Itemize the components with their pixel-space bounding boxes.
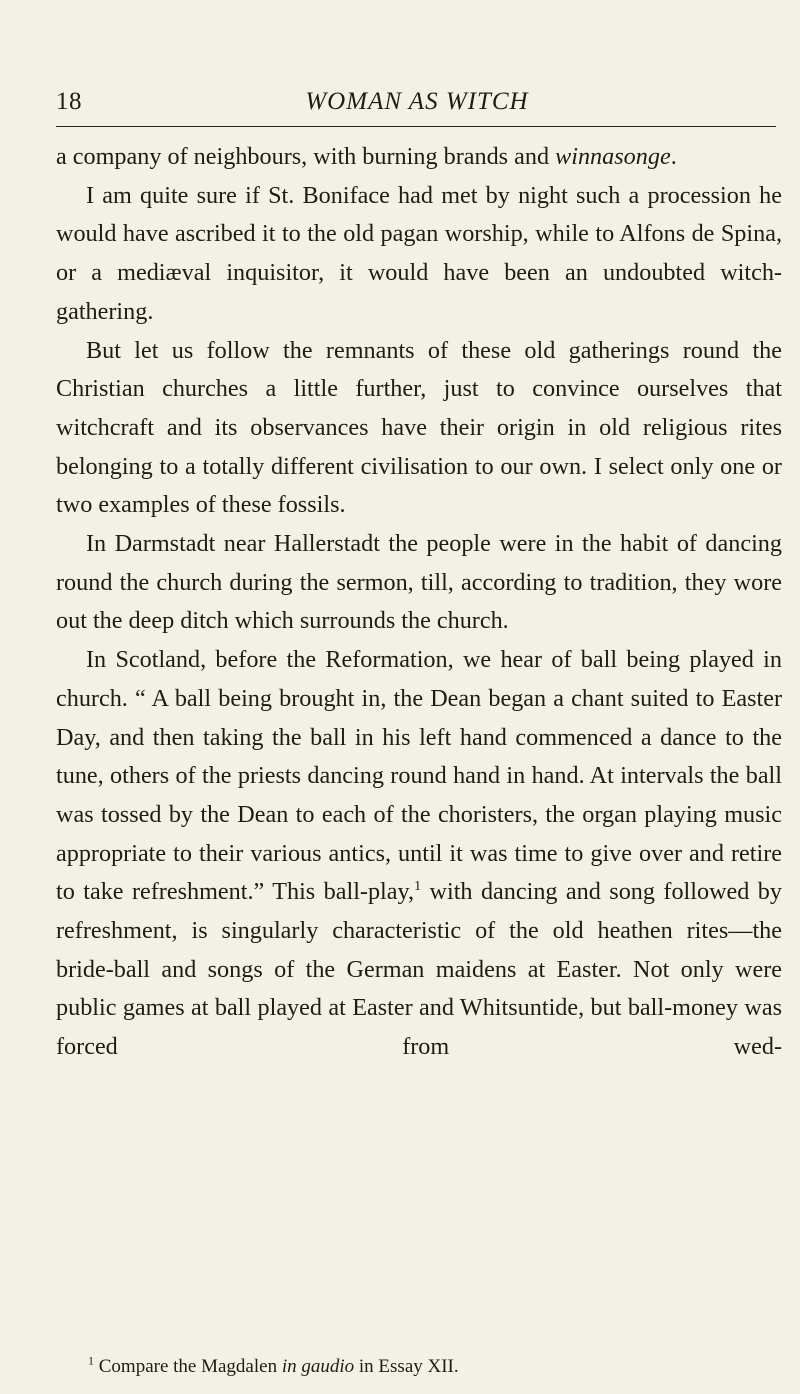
running-title: WOMAN AS WITCH (305, 88, 529, 115)
footnote (88, 1355, 788, 1379)
footnote-text: in Essay XII. (354, 1356, 459, 1377)
footnote-text: Compare the Magdalen (98, 1356, 282, 1377)
paragraph-boniface: I am quite sure if St. Boniface had met by night such a procession he would have ascribed it to the old pagan worship, while to Alfons de Spina, or a mediæval inquisitor, it would have been an undoubted witch-gathering. (56, 181, 782, 325)
header-rule (56, 126, 776, 127)
paragraph-darmstadt: In Darmstadt near Hallerstadt the people were in the habit of dancing round the church during the sermon, till, according to tradition, they wore out the deep ditch which surrounds the church. (56, 530, 782, 635)
paragraph-scotland (56, 641, 782, 1067)
paragraph-text: a company of neighbours, with burning brands and (56, 143, 556, 170)
page-number: 18 (56, 88, 82, 115)
running-head (56, 88, 778, 128)
paragraph-remnants: But let us follow the remnants of these old gatherings round the Christian churches a little further, just to convince ourselves that witchcraft and its observances have their origin in old religious rites belonging to a totally different civilisation to our own. I select only one or two examples of these fossils. (56, 336, 782, 519)
body-text (56, 138, 782, 1067)
italic-term: winnasonge (555, 143, 671, 170)
footnote-reference: 1 (414, 879, 422, 895)
footnote-marker: 1 (88, 1353, 94, 1368)
paragraph-text: with dancing and song followed by refreshment, is singularly characteristic of the old heathen rites—the bride-ball and songs of the German maidens at Easter. Not only were public games at ball played at Easter and Whitsuntide, but ball-money was forced from wed- (56, 878, 782, 1061)
paragraph-text: . (670, 143, 677, 170)
footnote-italic: in gaudio (281, 1356, 355, 1377)
paragraph-continued (56, 138, 782, 177)
paragraph-text: In Scotland, before the Reformation, we hear of ball being played in church. “ A ball being brought in, the Dean began a chant suited to Easter Day, and then taking the ball in his left hand commenced a dance to the tune, others of the priests dancing round hand in hand. At intervals the ball was tossed by the Dean to each of the choristers, the organ playing music appropriate to their various antics, until it was time to give over and retire to take refreshment.” This ball-play, (56, 646, 782, 906)
